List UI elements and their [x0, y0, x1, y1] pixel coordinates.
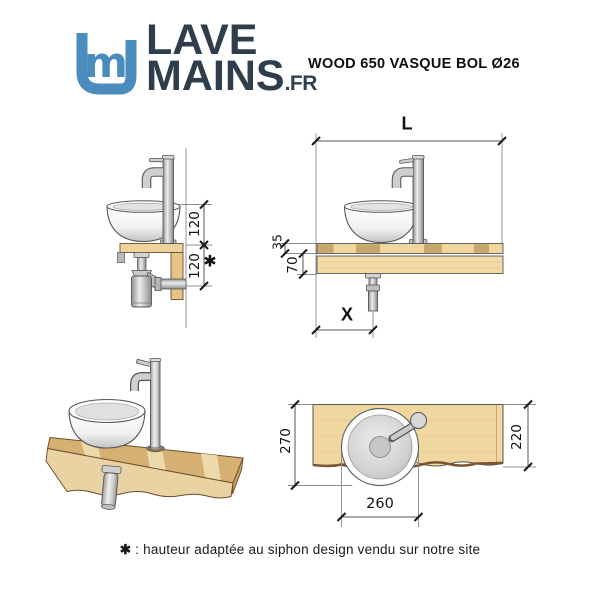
footnote-text: : hauteur adaptée au siphon design vendu sur notre site: [135, 542, 481, 557]
dim-drain-offset-label: X: [340, 304, 354, 325]
asterisk-note-marker: ✱: [203, 251, 217, 271]
side-view-drawing: [60, 140, 240, 335]
perspective-view-drawing: [30, 345, 260, 530]
front-view-drawing: [280, 110, 550, 345]
top-bowl-sink: [342, 409, 419, 486]
footnote: [0, 542, 600, 558]
dim-side-under-shelf-height: 120: [187, 253, 203, 279]
dim-total-length-label: L: [401, 113, 413, 134]
dim-total-depth: 270: [278, 428, 294, 454]
logo-tld: .FR: [284, 72, 317, 96]
dim-board-depth: 220: [509, 424, 525, 450]
logo-line1: LAVE: [146, 16, 258, 64]
front-siphon: [366, 274, 381, 312]
front-wood-shelf: [317, 244, 503, 274]
lavemains-logo-icon: [70, 26, 138, 100]
top-view-drawing: [275, 395, 555, 535]
footnote-asterisk-marker: ✱: [119, 542, 132, 557]
dim-bowl-diameter: 260: [366, 496, 394, 512]
logo-line2: MAINS: [146, 52, 285, 101]
dim-side-bowl-height: 120: [187, 211, 203, 237]
logo-monogram-letter: m: [84, 38, 128, 87]
persp-wood-shelf: [46, 438, 243, 499]
dim-top-thickness: 35: [269, 234, 285, 250]
dim-board-thickness: 70: [285, 256, 301, 274]
front-bowl-sink: [345, 201, 418, 243]
page-title: WOOD 650 VASQUE BOL Ø26: [308, 56, 520, 72]
logo-wordmark: [146, 16, 317, 101]
